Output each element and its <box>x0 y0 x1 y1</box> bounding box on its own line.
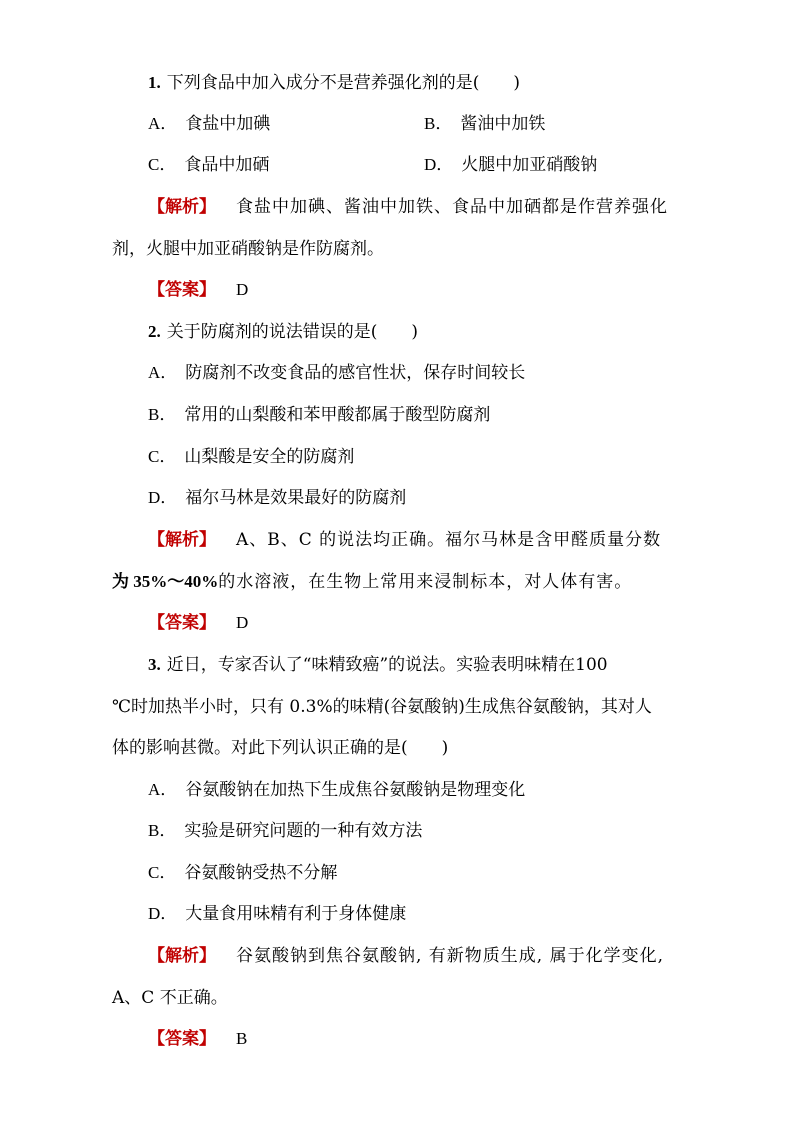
q2-analysis-text: A、B、C 的说法均正确。福尔马林是含甲醛质量分数 <box>236 530 662 550</box>
q1-options-row1 <box>148 113 708 135</box>
q1-option-a: A． 食盐中加碘 <box>148 114 271 134</box>
q3-stem <box>148 654 608 676</box>
q3-analysis <box>148 945 664 967</box>
q2-analysis-percent: 为 35%～40% <box>112 572 219 591</box>
q1-analysis-text: 食盐中加碘、酱油中加铁、食品中加硒都是作营养强化 <box>236 197 668 217</box>
q3-number: 3. <box>148 655 161 674</box>
q2-analysis-tag: 【解析】 <box>148 530 216 550</box>
q1-analysis <box>148 196 668 218</box>
q3-analysis-line2: A、C 不正确。 <box>112 988 228 1008</box>
q2-option-c: C． 山梨酸是安全的防腐剂 <box>148 447 355 467</box>
q3-option-c: C． 谷氨酸钠受热不分解 <box>148 863 338 883</box>
q1-option-d: D． 火腿中加亚硝酸钠 <box>424 155 598 175</box>
q3-stem-line1: 近日，专家否认了“味精致癌”的说法。实验表明味精在100 <box>166 655 608 675</box>
q2-analysis-line2: 为 35%～40%的水溶液，在生物上常用来浸制标本，对人体有害。 <box>112 572 633 592</box>
q3-option-a: A． 谷氨酸钠在加热下生成焦谷氨酸钠是物理变化 <box>148 780 526 800</box>
q3-answer-tag: 【答案】 <box>148 1029 216 1049</box>
q2-analysis <box>148 529 661 551</box>
q1-answer-value: D <box>236 280 249 299</box>
q1-stem <box>148 72 520 94</box>
q3-stem-line3: 体的影响甚微。对此下列认识正确的是( ) <box>112 738 449 758</box>
q3-analysis-tag: 【解析】 <box>148 946 216 966</box>
q1-number: 1. <box>148 73 161 92</box>
q2-stem <box>148 321 418 343</box>
q2-answer <box>148 612 248 634</box>
q2-answer-tag: 【答案】 <box>148 613 216 633</box>
q3-stem-line2: ℃时加热半小时，只有 0.3%的味精(谷氨酸钠)生成焦谷氨酸钠，其对人 <box>112 697 652 717</box>
q2-option-b: B． 常用的山梨酸和苯甲酸都属于酸型防腐剂 <box>148 405 491 425</box>
q3-analysis-text: 谷氨酸钠到焦谷氨酸钠, 有新物质生成, 属于化学变化, <box>236 946 665 966</box>
q1-analysis-line2: 剂，火腿中加亚硝酸钠是作防腐剂。 <box>112 239 384 259</box>
q1-analysis-tag: 【解析】 <box>148 197 216 217</box>
q1-answer-tag: 【答案】 <box>148 280 216 300</box>
q1-stem-text: 下列食品中加入成分不是营养强化剂的是( ) <box>166 73 521 93</box>
q3-answer-value: B <box>236 1029 248 1048</box>
q2-option-d: D． 福尔马林是效果最好的防腐剂 <box>148 488 407 508</box>
q1-answer <box>148 279 248 301</box>
q1-option-b: B． 酱油中加铁 <box>424 114 546 134</box>
q1-options-row2 <box>148 154 708 176</box>
q1-option-c: C． 食品中加硒 <box>148 155 270 175</box>
q2-stem-text: 关于防腐剂的说法错误的是( ) <box>166 322 419 342</box>
q3-option-b: B． 实验是研究问题的一种有效方法 <box>148 821 423 841</box>
q3-option-d: D． 大量食用味精有利于身体健康 <box>148 904 407 924</box>
q3-answer <box>148 1028 247 1050</box>
q2-option-a: A． 防腐剂不改变食品的感官性状，保存时间较长 <box>148 363 526 383</box>
q2-number: 2. <box>148 322 161 341</box>
q2-answer-value: D <box>236 613 249 632</box>
